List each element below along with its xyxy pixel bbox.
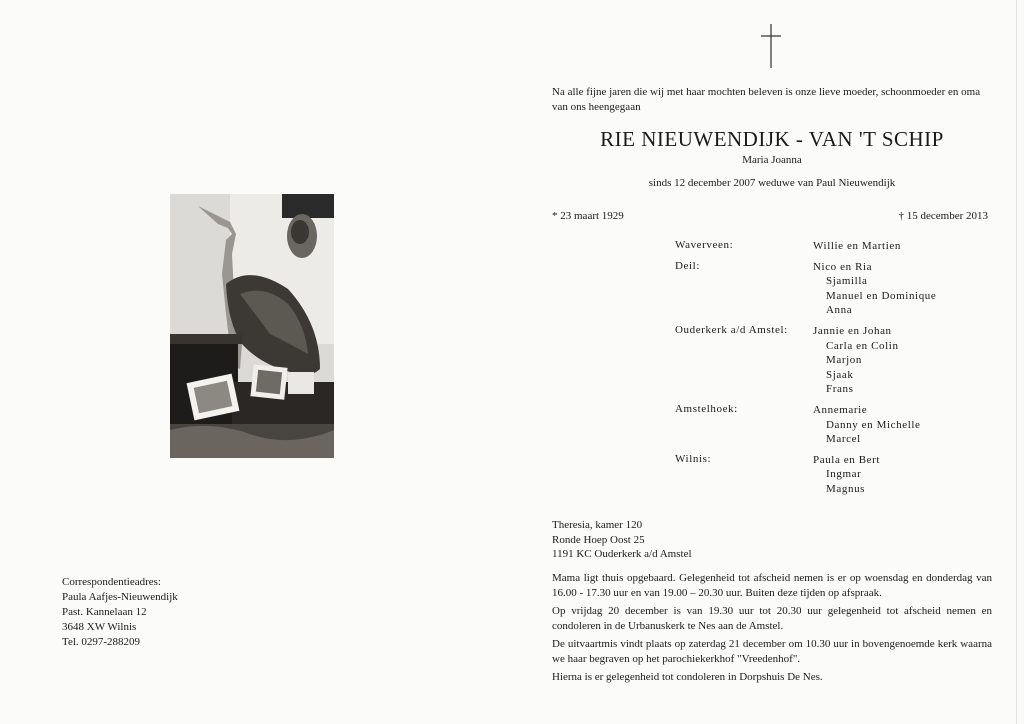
family-member: Marjon xyxy=(826,354,862,367)
family-members xyxy=(813,260,995,318)
address-line: Theresia, kamer 120 xyxy=(552,519,643,531)
address-line: 1191 KC Ouderkerk a/d Amstel xyxy=(552,548,692,560)
family-member: Marcel xyxy=(826,433,861,446)
family-list xyxy=(675,239,995,503)
correspondence-address xyxy=(62,575,178,650)
family-member: Ingmar xyxy=(826,468,862,481)
notice-paragraph: Hierna is er gelegenheid tot condoleren in Dorpshuis De Nes. xyxy=(552,671,823,683)
family-group xyxy=(675,453,995,497)
family-member: Sjaak xyxy=(826,368,854,381)
fold-line xyxy=(1016,0,1017,724)
correspondence-line: Past. Kannelaan 12 xyxy=(62,606,147,618)
family-member: Manuel en Dominique xyxy=(826,289,937,302)
correspondence-line: Paula Aafjes-Nieuwendijk xyxy=(62,591,178,603)
family-group xyxy=(675,260,995,318)
intro-text: Na alle fijne jaren die wij met haar mochten beleven is onze lieve moeder, schoonmoeder en oma van ons heengegaan xyxy=(552,86,981,113)
family-member: Nico en Ria xyxy=(813,260,873,273)
family-member: Carla en Colin xyxy=(826,339,899,352)
correspondence-line: 3648 XW Wilnis xyxy=(62,621,137,633)
family-place: Wilnis: xyxy=(675,452,712,465)
correspondence-heading: Correspondentieadres: xyxy=(62,576,161,588)
family-place: Amstelhoek: xyxy=(675,402,738,415)
family-group xyxy=(675,324,995,397)
deceased-name: RIE NIEUWENDIJK - VAN 'T SCHIP xyxy=(600,127,944,151)
family-members xyxy=(813,453,995,497)
family-group xyxy=(675,403,995,447)
correspondence-line: Tel. 0297-288209 xyxy=(62,636,141,648)
cross-icon xyxy=(760,24,782,68)
family-member: Anna xyxy=(826,304,853,317)
heron-photo-icon xyxy=(170,194,334,458)
notice-paragraph: De uitvaartmis vindt plaats op zaterdag 21 december om 10.30 uur in bovengenoemde kerk waarna we haar begraven op het parochiekerkhof "Vreedenhof". xyxy=(552,638,992,665)
family-group xyxy=(675,239,995,254)
family-place: Waverveen: xyxy=(675,239,734,251)
family-member: Jannie en Johan xyxy=(813,324,892,337)
family-members xyxy=(813,324,995,397)
family-member: Sjamilla xyxy=(826,275,868,288)
family-member: Danny en Michelle xyxy=(826,418,921,431)
widow-line: sinds 12 december 2007 weduwe van Paul Nieuwendijk xyxy=(648,177,896,189)
family-members xyxy=(813,239,995,254)
funeral-notice xyxy=(552,571,992,689)
photo-stuffed-heron xyxy=(170,194,334,458)
family-member: Paula en Bert xyxy=(813,453,881,466)
address-line: Ronde Hoep Oost 25 xyxy=(552,533,645,546)
family-member: Willie en Martien xyxy=(813,240,901,252)
family-place: Deil: xyxy=(675,259,700,272)
given-names: Maria Joanna xyxy=(742,154,802,166)
notice-paragraph: Op vrijdag 20 december is van 19.30 uur tot 20.30 uur gelegenheid tot afscheid nemen en condoleren in de Urbanuskerk te Nes aan de Amstel. xyxy=(552,605,992,632)
residence-address xyxy=(552,518,692,562)
family-member: Frans xyxy=(826,383,854,396)
notice-paragraph: Mama ligt thuis opgebaard. Gelegenheid tot afscheid nemen is er op woensdag en donderdag van 16.00 - 17.30 uur en van 19.00 – 20.30 uur. Buiten deze tijden op afspraak. xyxy=(552,572,992,599)
family-member: Magnus xyxy=(826,482,866,495)
death-date: † 15 december 2013 xyxy=(898,210,988,222)
family-place: Ouderkerk a/d Amstel: xyxy=(675,323,788,336)
birth-date: * 23 maart 1929 xyxy=(552,210,624,222)
family-members xyxy=(813,403,995,447)
family-member: Annemarie xyxy=(813,403,868,416)
